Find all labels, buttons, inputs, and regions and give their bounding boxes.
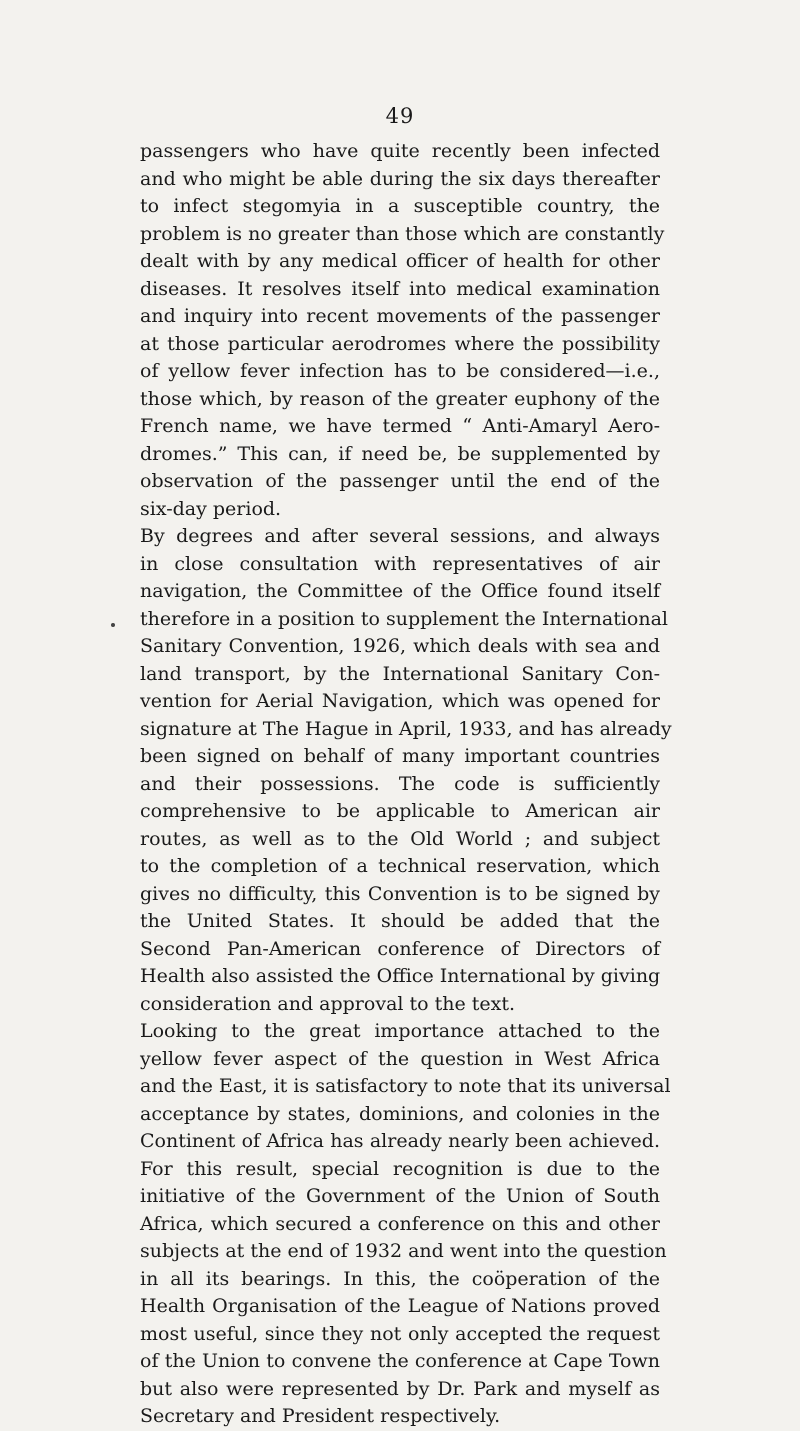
text-line: dealt with by any medical officer of health for other bbox=[140, 250, 660, 272]
text-line: and inquiry into recent movements of the passenger bbox=[140, 305, 660, 327]
text-line: gives no difficulty, this Convention is to be signed by bbox=[140, 882, 660, 905]
text-line: Health Organisation of the League of Nations proved bbox=[140, 1295, 660, 1317]
margin-mark bbox=[111, 623, 115, 627]
text-line: Africa, which secured a conference on this and other bbox=[140, 1212, 660, 1235]
text-line: signature at The Hague in April, 1933, and has already bbox=[140, 717, 672, 740]
text-line: therefore in a position to supplement the International bbox=[140, 607, 668, 630]
text-line: consideration and approval to the text. bbox=[140, 992, 516, 1015]
text-line: vention for Aerial Navigation, which was opened for bbox=[140, 690, 660, 712]
text-line: Secretary and President respectively. bbox=[140, 1405, 501, 1427]
text-line: For this result, special recognition is due to the bbox=[140, 1157, 660, 1180]
text-line: initiative of the Government of the Union of South bbox=[140, 1185, 660, 1207]
text-line: most useful, since they not only accepted the request bbox=[140, 1322, 660, 1345]
body-text bbox=[140, 138, 672, 1431]
text-line: acceptance by states, dominions, and colonies in the bbox=[140, 1102, 660, 1125]
text-line: of yellow fever infection has to be considered—i.e., bbox=[140, 360, 660, 382]
text-line: comprehensive to be applicable to American air bbox=[140, 800, 660, 822]
text-line: of the Union to convene the conference at Cape Town bbox=[140, 1350, 660, 1372]
text-line: those which, by reason of the greater euphony of the bbox=[140, 387, 660, 410]
text-line: land transport, by the International Sanitary Con- bbox=[140, 662, 660, 685]
text-line: yellow fever aspect of the question in West Africa bbox=[140, 1047, 660, 1070]
text-line: passengers who have quite recently been infected bbox=[140, 140, 660, 162]
text-line: but also were represented by Dr. Park and myself as bbox=[140, 1377, 660, 1400]
text-line: and their possessions. The code is sufficiently bbox=[140, 772, 660, 795]
text-line: problem is no greater than those which are constantly bbox=[140, 222, 665, 245]
text-line: diseases. It resolves itself into medical examination bbox=[140, 277, 660, 300]
text-line: Looking to the great importance attached to the bbox=[140, 1020, 660, 1042]
text-line: observation of the passenger until the end of the bbox=[140, 470, 660, 492]
page-number: 49 bbox=[385, 104, 415, 128]
text-line: to infect stegomyia in a susceptible country, the bbox=[140, 195, 660, 217]
text-line: By degrees and after several sessions, and always bbox=[140, 525, 660, 547]
text-line: been signed on behalf of many important countries bbox=[140, 745, 660, 767]
text-line: Health also assisted the Office International by giving bbox=[140, 965, 661, 987]
text-line: and the East, it is satisfactory to note that its universal bbox=[140, 1075, 671, 1097]
text-line: at those particular aerodromes where the possibility bbox=[140, 332, 660, 355]
text-line: dromes.” This can, if need be, be supplemented by bbox=[140, 442, 660, 465]
text-line: Continent of Africa has already nearly been achieved. bbox=[140, 1130, 660, 1152]
text-line: Sanitary Convention, 1926, which deals with sea and bbox=[140, 635, 660, 657]
text-line: to the completion of a technical reservation, which bbox=[140, 855, 660, 877]
text-line: in all its bearings. In this, the coöperation of the bbox=[140, 1267, 660, 1290]
text-line: the United States. It should be added that the bbox=[140, 910, 660, 932]
text-line: French name, we have termed “ Anti-Amaryl Aero- bbox=[140, 415, 660, 437]
text-line: Second Pan-American conference of Directors of bbox=[140, 937, 660, 960]
text-line: navigation, the Committee of the Office found itself bbox=[140, 580, 660, 602]
text-line: six-day period. bbox=[140, 497, 282, 520]
text-line: and who might be able during the six days thereafter bbox=[140, 167, 660, 190]
text-line: routes, as well as to the Old World ; and subject bbox=[140, 827, 660, 850]
text-line: subjects at the end of 1932 and went into the question bbox=[140, 1240, 667, 1262]
text-line: in close consultation with representatives of air bbox=[140, 552, 660, 575]
